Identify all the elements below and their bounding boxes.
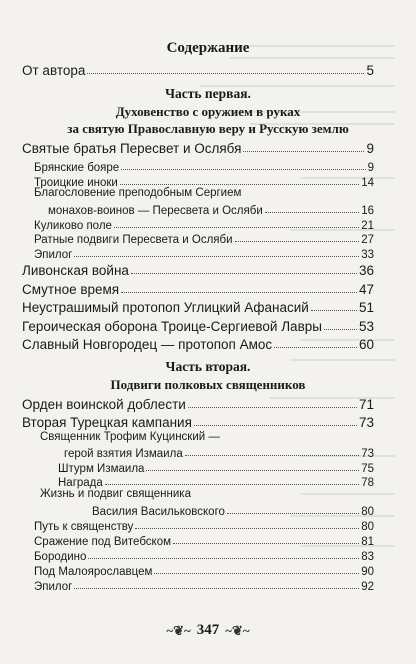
part1-subtitle-2: за святую Православную веру и Русскую землю <box>67 121 349 136</box>
toc-subentry-line1: Священник Трофим Куцинский — <box>40 431 220 443</box>
toc-entry-page: 27 <box>361 234 374 246</box>
toc-subentry[interactable] <box>64 444 374 460</box>
leader-dots <box>121 169 365 170</box>
toc-entry[interactable] <box>22 281 374 297</box>
toc-entry-page: 21 <box>361 220 374 232</box>
toc-entry-label: герой взятия Измаила <box>64 448 183 460</box>
toc-entry-page: 9 <box>367 162 374 174</box>
toc-entry-page: 51 <box>358 300 374 315</box>
toc-entry[interactable] <box>22 318 374 334</box>
leader-dots <box>121 292 357 293</box>
toc-entry-page: 90 <box>361 566 374 578</box>
leader-dots <box>105 484 359 485</box>
toc-entry-label: Героическая оборона Троице-Сергиевой Лавры <box>22 319 322 334</box>
toc-entry[interactable] <box>22 396 374 412</box>
toc-entry-page: 78 <box>361 477 374 489</box>
toc-entry-label: Эпилог <box>34 249 73 261</box>
page-title: Содержание <box>166 40 250 56</box>
toc-entry-label: Эпилог <box>34 581 73 593</box>
toc-entry-label: Под Малоярославцем <box>34 566 153 578</box>
leader-dots <box>135 528 359 529</box>
ornament-right-icon: ~❦~ <box>225 622 250 638</box>
toc-entry-page: 60 <box>358 337 374 352</box>
page-number: 347 <box>196 622 220 638</box>
part2-heading: Часть вторая. <box>165 359 251 374</box>
toc-entry-label: Троицкие иноки <box>34 177 118 189</box>
toc-entry-page: 80 <box>361 521 374 533</box>
toc-entry-label: Штурм Измаила <box>58 463 145 475</box>
toc-entry-label: Путь к священству <box>34 521 134 533</box>
toc-entry-page: 5 <box>366 63 374 78</box>
toc-entry[interactable] <box>22 140 374 156</box>
toc-entry-intro[interactable] <box>22 62 374 78</box>
toc-subentry[interactable] <box>34 245 374 261</box>
toc-entry[interactable] <box>22 414 374 430</box>
leader-dots <box>188 407 357 408</box>
toc-entry-page: 33 <box>361 249 374 261</box>
toc-entry-label: Бородино <box>34 551 87 563</box>
toc-entry-page: 83 <box>361 551 374 563</box>
leader-dots <box>274 347 357 348</box>
toc-entry-page: 53 <box>358 319 374 334</box>
toc-entry[interactable] <box>22 262 374 278</box>
toc-entry-label: Вторая Турецкая кампания <box>22 415 192 430</box>
leader-dots <box>194 425 357 426</box>
toc-entry[interactable] <box>22 299 374 315</box>
toc-entry-page: 81 <box>361 536 374 548</box>
toc-subentry[interactable] <box>34 158 374 174</box>
leader-dots <box>227 513 359 514</box>
leader-dots <box>185 455 359 456</box>
part1-heading: Часть первая. <box>165 86 251 101</box>
toc-entry-label: Ратные подвиги Пересвета и Осляби <box>34 234 233 246</box>
toc-entry-label: Смутное время <box>22 282 120 297</box>
toc-entry-page: 9 <box>366 141 374 156</box>
toc-entry-label: Сражение под Витебском <box>34 536 171 548</box>
leader-dots <box>235 241 360 242</box>
toc-entry-label: Василия Васильковского <box>92 506 225 518</box>
toc-subentry[interactable] <box>34 562 374 578</box>
toc-subentry-line1: Благословение преподобным Сергием <box>34 187 242 199</box>
toc-entry-page: 75 <box>361 463 374 475</box>
leader-dots <box>120 184 359 185</box>
toc-entry-page: 73 <box>361 448 374 460</box>
leader-dots <box>324 329 357 330</box>
toc-entry[interactable] <box>22 336 374 352</box>
leader-dots <box>311 310 357 311</box>
toc-subentry[interactable] <box>34 532 374 548</box>
toc-entry-label: От автора <box>22 63 86 78</box>
toc-subentry[interactable] <box>34 517 374 533</box>
leader-dots <box>88 558 359 559</box>
toc-entry-label: Неустрашимый протопоп Углицкий Афанасий <box>22 300 309 315</box>
ornament-left-icon: ~❦~ <box>166 622 191 638</box>
page-footer <box>0 622 416 639</box>
toc-entry-page: 36 <box>358 263 374 278</box>
leader-dots <box>131 273 357 274</box>
leader-dots <box>114 227 359 228</box>
toc-entry-label: монахов-воинов — Пересвета и Осляби <box>48 205 263 217</box>
toc-entry-label: Святые братья Пересвет и Ослябя <box>22 141 242 156</box>
toc-subentry[interactable] <box>34 230 374 246</box>
toc-entry-page: 14 <box>361 177 374 189</box>
leader-dots <box>87 73 364 74</box>
toc-entry-label: Славный Новгородец — протопоп Амос <box>22 337 273 352</box>
leader-dots <box>154 573 359 574</box>
toc-subentry[interactable] <box>48 201 374 217</box>
part1-subtitle-1: Духовенство с оружием в руках <box>115 104 301 119</box>
toc-entry-label: Ливонская война <box>22 263 129 278</box>
leader-dots <box>74 588 359 589</box>
toc-entry-label: Орден воинской доблести <box>22 397 186 412</box>
part2-subtitle: Подвиги полковых священников <box>110 377 306 392</box>
leader-dots <box>265 212 359 213</box>
toc-entry-label: Награда <box>58 477 103 489</box>
toc-subentry-line1: Жизнь и подвиг священника <box>40 488 191 500</box>
toc-entry-label: Куликово поле <box>34 220 112 232</box>
toc-entry-page: 16 <box>361 205 374 217</box>
leader-dots <box>146 470 359 471</box>
toc-entry-page: 92 <box>361 581 374 593</box>
toc-entry-page: 71 <box>358 397 374 412</box>
toc-subentry[interactable] <box>58 473 374 489</box>
leader-dots <box>173 543 359 544</box>
toc-subentry[interactable] <box>34 577 374 593</box>
leader-dots <box>74 256 359 257</box>
toc-entry-page: 47 <box>358 282 374 297</box>
leader-dots <box>243 151 364 152</box>
toc-subentry[interactable] <box>34 547 374 563</box>
toc-subentry[interactable] <box>92 502 374 518</box>
toc-entry-page: 73 <box>358 415 374 430</box>
toc-entry-label: Брянские бояре <box>34 162 120 174</box>
toc-entry-page: 80 <box>361 506 374 518</box>
